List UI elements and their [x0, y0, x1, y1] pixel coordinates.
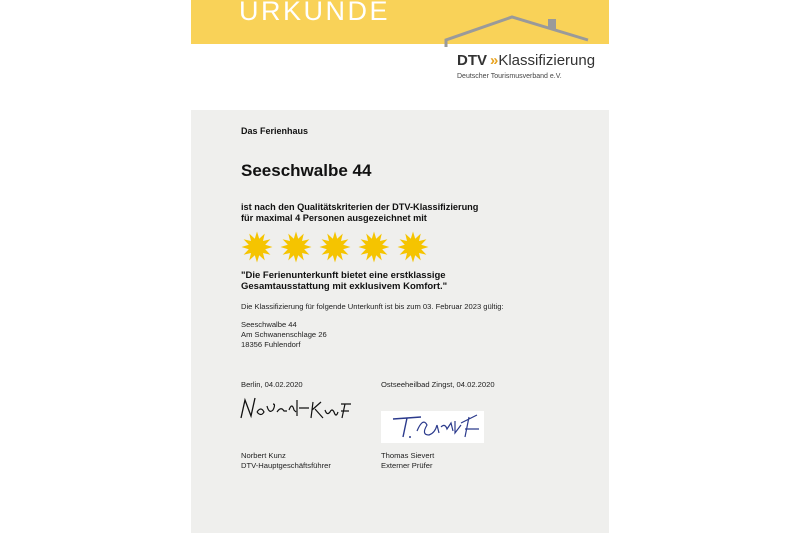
right-signer-name: Thomas Sievert [381, 451, 435, 460]
certificate-document [191, 0, 609, 533]
signature-stamp [381, 411, 484, 443]
quote-line-2: Gesamtausstattung mit exklusivem Komfort." [241, 281, 448, 292]
star-icon [241, 231, 273, 263]
left-signer-role: DTV-Hauptgeschäftsführer [241, 461, 331, 470]
intro-label: Das Ferienhaus [241, 126, 309, 136]
logo-word: Klassifizierung [498, 52, 596, 69]
signature-norbert-kunz [237, 394, 361, 424]
logo-subtitle: Deutscher Tourismusverband e.V. [457, 73, 562, 80]
dtv-logo [457, 52, 595, 69]
validity-text: Die Klassifizierung für folgende Unterkunft ist bis zum 03. Februar 2023 gültig: [241, 302, 504, 311]
quote-line-1: "Die Ferienunterkunft bietet eine erstklassige [241, 270, 446, 281]
right-place-date: Ostseeheilbad Zingst, 04.02.2020 [381, 380, 495, 389]
statement-line-2: für maximal 4 Personen ausgezeichnet mit [241, 213, 427, 223]
certificate-header [191, 0, 609, 110]
address-line-3: 18356 Fuhlendorf [241, 340, 301, 349]
logo-dtv: DTV [457, 52, 487, 69]
statement-line-1: ist nach den Qualitätskriterien der DTV-Klassifizierung [241, 202, 479, 212]
address-line-2: Am Schwanenschlage 26 [241, 330, 327, 339]
logo-chevrons-icon: » [490, 52, 496, 69]
star-icon [319, 231, 351, 263]
left-signer-name: Norbert Kunz [241, 451, 286, 460]
star-icon [280, 231, 312, 263]
left-place-date: Berlin, 04.02.2020 [241, 380, 303, 389]
signature-thomas-sievert [381, 411, 484, 443]
property-name: Seeschwalbe 44 [241, 161, 372, 180]
address-line-1: Seeschwalbe 44 [241, 320, 297, 329]
star-icon [397, 231, 429, 263]
banner-title: URKUNDE [239, 0, 391, 26]
house-roof-icon [444, 14, 590, 48]
star-icon [358, 231, 390, 263]
right-signer-role: Externer Prüfer [381, 461, 433, 470]
